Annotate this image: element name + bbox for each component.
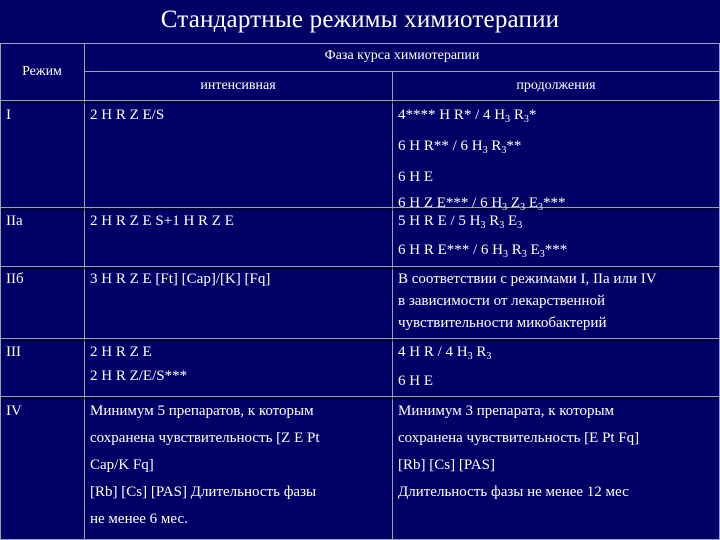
- continuation-line: [Rb] [Cs] [PAS]: [398, 457, 495, 473]
- continuation-line: 6 H R E*** / 6 $H_3$ $R_3$ $E_3***$: [398, 242, 568, 260]
- intensive-phase-cell: [84, 398, 392, 533]
- continuation-line: Минимум 3 препарата, к которым: [398, 403, 615, 419]
- intensive-line: Минимум 5 препаратов, к которым: [90, 403, 314, 419]
- continuation-phase-cell: [392, 209, 720, 267]
- subscript: 3: [538, 202, 544, 213]
- subscript: 3: [520, 202, 526, 213]
- subscript: 3: [502, 202, 508, 213]
- page-title: Стандартные режимы химиотерапии: [160, 6, 560, 33]
- intensive-line: сохранена чувствительность [Z E Pt: [90, 430, 320, 446]
- intensive-phase-cell: [84, 102, 392, 128]
- continuation-line: Длительность фазы не менее 12 мес: [398, 484, 629, 500]
- continuation-line: В соответствии с режимами I, IIa или IV: [398, 271, 657, 287]
- intensive-line: не менее 6 мес.: [90, 511, 188, 527]
- regimens-table: [0, 43, 720, 540]
- continuation-line: 5 H R E / 5 $H_3$ $R_3$ $E_3$: [398, 213, 523, 231]
- continuation-line: сохранена чувствительность [E Pt Fq]: [398, 430, 640, 446]
- intensive-line: 2 H R Z/E/S***: [90, 368, 188, 384]
- regime-cell: IV: [6, 403, 22, 419]
- subscript: 3: [501, 145, 507, 156]
- subscript: 3: [539, 249, 545, 260]
- continuation-line: 4 H R / 4 $H_3$ $R_3$: [398, 344, 492, 362]
- intensive-line: 2 H R Z E S+1 H R Z E: [90, 213, 234, 229]
- intensive-line: 2 H R Z E: [90, 344, 152, 360]
- continuation-line: 6 H E: [398, 169, 433, 185]
- regime-cell: III: [6, 344, 21, 360]
- continuation-phase-cell: [392, 398, 720, 506]
- subscript: 3: [467, 351, 473, 362]
- continuation-line: в зависимости от лекарственной: [398, 293, 605, 309]
- intensive-line: 2 H R Z E/S: [90, 107, 165, 123]
- continuation-line: 6 H R** / 6 $H_3$ $R_3**$: [398, 138, 522, 156]
- intensive-phase-cell: [84, 209, 392, 233]
- intensive-phase-cell: [84, 340, 392, 388]
- header-intensive: интенсивная: [200, 78, 276, 93]
- subscript: 3: [521, 249, 527, 260]
- subscript: 3: [523, 114, 529, 125]
- header-continuation: продолжения: [516, 78, 596, 93]
- subscript: 3: [486, 351, 492, 362]
- subscript: 3: [517, 220, 523, 231]
- intensive-line: 3 H R Z E [Ft] [Cap]/[K] [Fq]: [90, 271, 271, 287]
- subscript: 3: [503, 249, 508, 260]
- intensive-line: [Rb] [Cs] [PAS] Длительность фазы: [90, 484, 317, 500]
- continuation-line: 4**** H R* / 4 $H_3$ $R_3*$: [398, 107, 537, 125]
- intensive-phase-cell: [84, 268, 392, 290]
- subscript: 3: [505, 114, 511, 125]
- regime-cell: IIб: [6, 271, 24, 287]
- continuation-phase-cell: [392, 102, 720, 221]
- regime-cell: I: [6, 107, 11, 123]
- continuation-line: 6 H Z E*** / 6 $H_3$ $Z_3$ $E_3***$: [398, 195, 566, 213]
- header-regime: Режим: [22, 64, 62, 79]
- continuation-phase-cell: [392, 268, 720, 334]
- subscript: 3: [499, 220, 505, 231]
- subscript: 3: [480, 220, 486, 231]
- header-phase: Фаза курса химиотерапии: [324, 48, 480, 63]
- subscript: 3: [482, 145, 488, 156]
- regime-cell: IIa: [6, 213, 23, 229]
- continuation-phase-cell: [392, 340, 720, 393]
- intensive-line: Cap/K Fq]: [90, 457, 154, 473]
- continuation-line: чувствительности микобактерий: [398, 315, 607, 331]
- continuation-line: 6 H E: [398, 373, 433, 389]
